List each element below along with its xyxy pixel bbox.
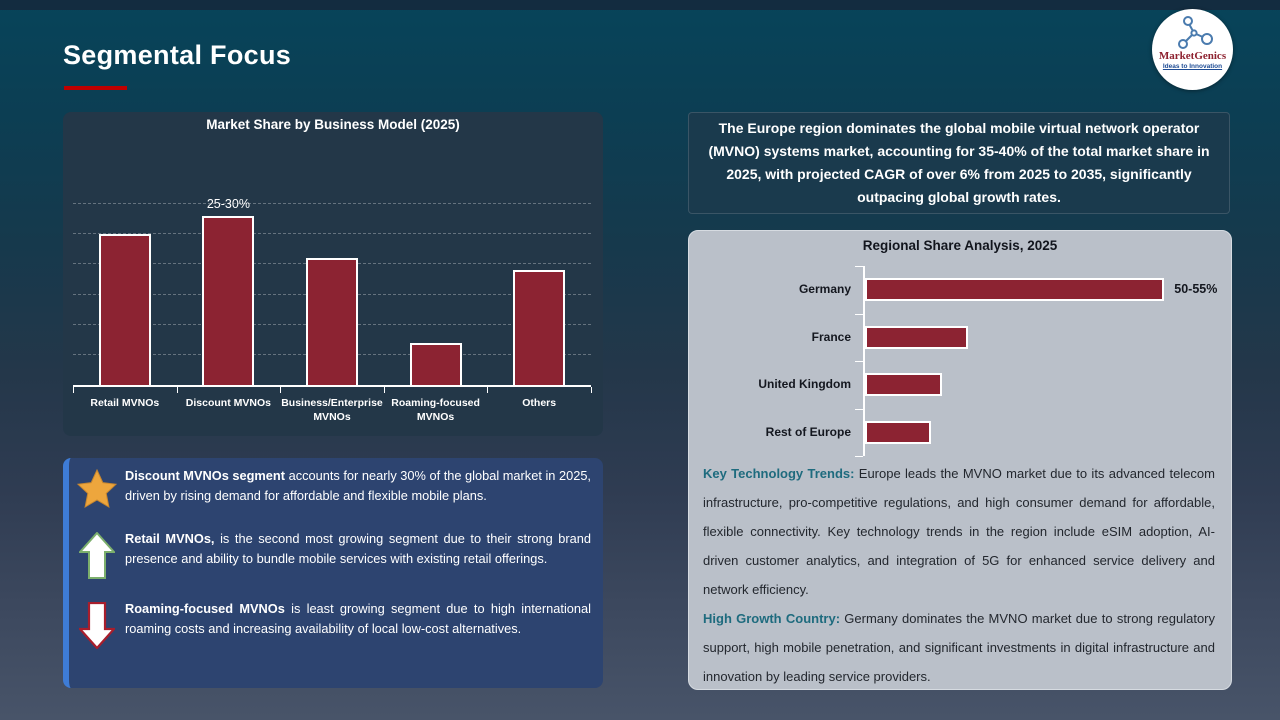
bar-value-label: 25-30%	[206, 197, 250, 212]
logo-name: MarketGenics	[1158, 50, 1227, 62]
insight-row-discount	[69, 466, 591, 509]
axis-tick	[855, 314, 863, 315]
bar-value-label: 50-55%	[1174, 282, 1218, 296]
axis-tick	[855, 266, 863, 267]
regional-analysis-panel	[688, 230, 1232, 690]
category-label-germany: Germany	[798, 282, 851, 296]
category-label-rest-of-europe: Rest of Europe	[765, 424, 851, 439]
vchart-title: Market Share by Business Model (2025)	[206, 117, 460, 132]
bar-discount-mvnos	[202, 216, 254, 385]
europe-callout	[688, 112, 1230, 214]
category-label-discount-mvnos: Discount MVNOs	[185, 397, 271, 409]
axis-tick	[177, 387, 178, 393]
bar-roaming-focused-mvnos	[410, 343, 462, 385]
axis-tick	[855, 361, 863, 362]
page-title: Segmental Focus	[63, 40, 292, 70]
category-label-roaming-focused-mvnos: Roaming-focused MVNOs	[391, 397, 480, 423]
axis-tick	[73, 387, 74, 393]
vchart-x-axis	[73, 385, 591, 387]
europe-callout-text: The Europe region dominates the global mobile virtual network operator (MVNO) systems market, accounting for 35-40% of the total market share in 2025, with projected CAGR of over 6% from 2025 to 2035, significantly outpacing global growth rates.	[708, 120, 1210, 205]
marketgenics-logo	[1152, 9, 1233, 90]
business-model-chart-panel	[63, 112, 603, 436]
insight-row-roaming	[69, 599, 591, 649]
axis-tick	[487, 387, 488, 393]
regional-notes	[703, 459, 1215, 691]
category-label-retail-mvnos: Retail MVNOs	[90, 397, 160, 409]
insight-text: Retail MVNOs, is the second most growing segment due to their strong brand presence and ability to bundle mobile services with existing retail offerings.	[125, 531, 592, 566]
insights-box	[63, 458, 603, 688]
bar-retail-mvnos	[99, 234, 151, 385]
gridline	[73, 203, 591, 204]
category-label-business-enterprise-mvnos: Business/Enterprise MVNOs	[281, 397, 383, 423]
bar-others	[513, 270, 565, 385]
bar-germany	[865, 278, 1164, 301]
category-label-united-kingdom: United Kingdom	[758, 377, 851, 391]
vchart-plot-area	[73, 174, 591, 385]
logo-tagline: Ideas to Innovation	[1162, 63, 1223, 70]
bar-rest-of-europe	[865, 421, 931, 444]
hchart-title: Regional Share Analysis, 2025	[862, 238, 1058, 253]
insight-text: Roaming-focused MVNOs is least growing segment due to high international roaming costs and increasing availability of local low-cost alternatives.	[125, 601, 591, 636]
star-icon	[69, 469, 125, 509]
axis-tick	[384, 387, 385, 393]
hchart-plot-area	[689, 266, 1233, 456]
insight-row-retail	[69, 529, 591, 579]
category-label-france: France	[811, 329, 851, 344]
molecule-icon	[1158, 14, 1228, 52]
arrow-up-icon	[69, 532, 125, 579]
bar-france	[865, 326, 968, 349]
insight-text: Discount MVNOs segment accounts for nearly 30% of the global market in 2025, driven by rising demand for affordable and flexible mobile plans.	[125, 468, 591, 503]
axis-tick	[855, 409, 863, 410]
note-high-growth-country: High Growth Country: Germany dominates the MVNO market due to strong regulatory support, high mobile penetration, and significant investments in digital infrastructure and innovation by leading service providers.	[703, 611, 1216, 684]
note-key-technology-trends: Key Technology Trends: Europe leads the MVNO market due to its advanced telecom infrastructure, pro-competitive regulations, and high consumer demand for affordable, flexible connectivity. Key technology trends in the region include eSIM adoption, AI-driven customer analytics, and integration of 5G for enhanced service delivery and network efficiency.	[703, 466, 1215, 597]
title-underline	[64, 86, 127, 90]
bar-united-kingdom	[865, 373, 942, 396]
axis-tick	[280, 387, 281, 393]
top-strip	[0, 0, 1280, 10]
bar-business-enterprise-mvnos	[306, 258, 358, 385]
axis-tick	[855, 456, 863, 457]
arrow-down-icon	[69, 602, 125, 649]
axis-tick	[591, 387, 592, 393]
category-label-others: Others	[522, 397, 557, 409]
